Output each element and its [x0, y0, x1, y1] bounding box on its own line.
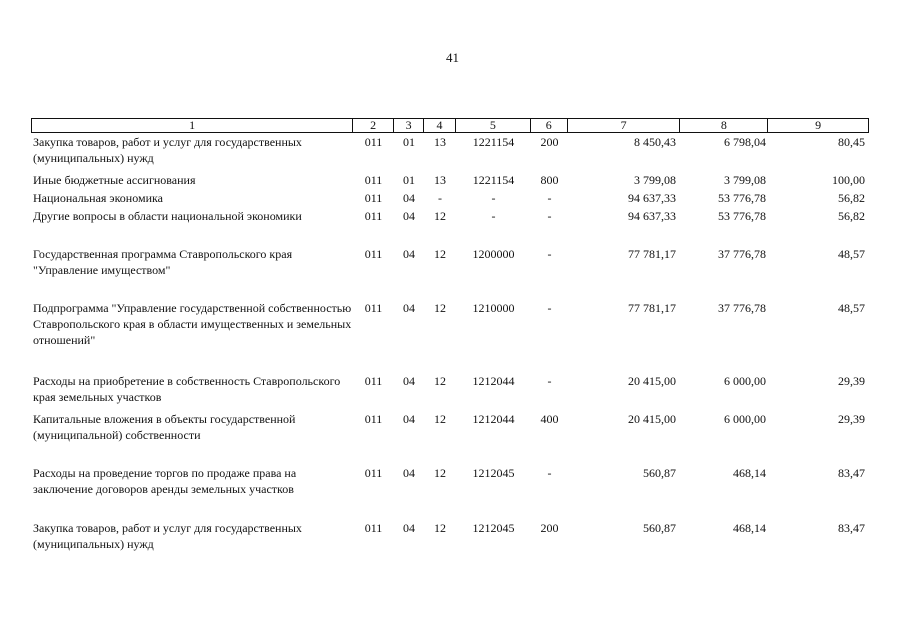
cell-col-2: 011: [364, 135, 383, 149]
cell-col-2: 011: [364, 301, 383, 315]
cell-col-9: 83,47: [838, 521, 865, 535]
table-row: [31, 520, 869, 552]
cell-col-3: 04: [403, 191, 415, 205]
cell-col-5: 1221154: [472, 173, 515, 187]
cell-col-5: 1200000: [472, 247, 515, 261]
cell-col-9: 83,47: [838, 466, 865, 480]
cell-col-9: 29,39: [838, 412, 865, 426]
cell-col-7: 20 415,00: [628, 374, 676, 388]
cell-col-6: 200: [540, 135, 559, 149]
cell-col-3: 01: [403, 173, 415, 187]
cell-col-7: 3 799,08: [634, 173, 676, 187]
table-row: [31, 134, 869, 166]
row-name: Подпрограмма "Управление государственной собственностью Ставропольского края в области имущественных и земельных отношений": [33, 301, 352, 347]
cell-col-3: 01: [403, 135, 415, 149]
cell-col-7: 77 781,17: [628, 247, 676, 261]
cell-col-7: 77 781,17: [628, 301, 676, 315]
cell-col-5: -: [491, 191, 496, 205]
cell-col-9: 48,57: [838, 301, 865, 315]
cell-col-3: 04: [403, 466, 415, 480]
page-number: 41: [446, 50, 459, 65]
cell-col-5: 1221154: [472, 135, 515, 149]
row-name: Закупка товаров, работ и услуг для государственных (муниципальных) нужд: [33, 135, 302, 165]
cell-col-2: 011: [364, 412, 383, 426]
row-name: Расходы на приобретение в собственность Ставропольского края земельных участков: [33, 374, 341, 404]
table-row: [31, 373, 869, 405]
cell-col-4: 13: [434, 173, 446, 187]
cell-col-4: 12: [434, 521, 446, 535]
row-name: Закупка товаров, работ и услуг для государственных (муниципальных) нужд: [33, 521, 302, 551]
cell-col-4: 12: [434, 374, 446, 388]
cell-col-8: 468,14: [733, 466, 766, 480]
cell-col-6: 800: [540, 173, 559, 187]
cell-col-5: -: [491, 209, 496, 223]
cell-col-4: 12: [434, 247, 446, 261]
cell-col-4: 12: [434, 301, 446, 315]
cell-col-3: 04: [403, 521, 415, 535]
table-row: [31, 411, 869, 443]
cell-col-3: 04: [403, 247, 415, 261]
cell-col-2: 011: [364, 247, 383, 261]
header-col-1: 1: [32, 119, 353, 132]
row-name: Национальная экономика: [33, 191, 163, 205]
cell-col-7: 94 637,33: [628, 209, 676, 223]
header-col-2: 2: [353, 119, 394, 132]
row-name: Иные бюджетные ассигнования: [33, 173, 196, 187]
header-col-9: 9: [815, 118, 822, 132]
cell-col-2: 011: [364, 374, 383, 388]
cell-col-5: 1210000: [472, 301, 515, 315]
cell-col-6: -: [547, 466, 552, 480]
header-col-5: 5: [456, 119, 531, 132]
cell-col-4: 13: [434, 135, 446, 149]
cell-col-7: 560,87: [643, 521, 676, 535]
cell-col-6: -: [547, 209, 552, 223]
cell-col-7: 8 450,43: [634, 135, 676, 149]
cell-col-7: 560,87: [643, 466, 676, 480]
header-col-4: 4: [424, 119, 456, 132]
cell-col-4: 12: [434, 209, 446, 223]
cell-col-8: 6 798,04: [724, 135, 766, 149]
cell-col-3: 04: [403, 374, 415, 388]
cell-col-5: 1212045: [472, 466, 515, 480]
cell-col-8: 6 000,00: [724, 412, 766, 426]
cell-col-6: 400: [540, 412, 559, 426]
cell-col-3: 04: [403, 412, 415, 426]
cell-col-6: -: [547, 247, 552, 261]
cell-col-6: -: [547, 301, 552, 315]
row-name: Государственная программа Ставропольского края "Управление имуществом": [33, 247, 293, 277]
header-col-3: 3: [394, 119, 424, 132]
table-row: [31, 172, 869, 188]
cell-col-5: 1212045: [472, 521, 515, 535]
row-name: Капитальные вложения в объекты государственной (муниципальной) собственности: [33, 412, 296, 442]
cell-col-8: 6 000,00: [724, 374, 766, 388]
row-name: Другие вопросы в области национальной экономики: [33, 209, 302, 223]
cell-col-6: 200: [540, 521, 559, 535]
cell-col-8: 53 776,78: [718, 209, 766, 223]
cell-col-9: 48,57: [838, 247, 865, 261]
header-col-8: 8: [680, 119, 768, 132]
cell-col-8: 53 776,78: [718, 191, 766, 205]
table-row: [31, 465, 869, 497]
table-header: [31, 118, 869, 133]
cell-col-4: 12: [434, 466, 446, 480]
table-row: [31, 190, 869, 206]
cell-col-8: 37 776,78: [718, 247, 766, 261]
table-row: [31, 208, 869, 224]
cell-col-9: 29,39: [838, 374, 865, 388]
cell-col-4: 12: [434, 412, 446, 426]
cell-col-4: -: [438, 191, 442, 205]
header-col-7: 7: [568, 119, 681, 132]
cell-col-6: -: [547, 374, 552, 388]
cell-col-7: 94 637,33: [628, 191, 676, 205]
header-col-6: 6: [531, 119, 568, 132]
cell-col-3: 04: [403, 209, 415, 223]
cell-col-9: 100,00: [832, 173, 865, 187]
cell-col-9: 56,82: [838, 191, 865, 205]
row-name: Расходы на проведение торгов по продаже права на заключение договоров аренды земельных участков: [33, 466, 297, 496]
table-row: [31, 300, 869, 348]
cell-col-5: 1212044: [472, 412, 515, 426]
cell-col-7: 20 415,00: [628, 412, 676, 426]
cell-col-6: -: [547, 191, 552, 205]
cell-col-9: 80,45: [838, 135, 865, 149]
table-row: [31, 246, 869, 278]
cell-col-2: 011: [364, 191, 383, 205]
cell-col-3: 04: [403, 301, 415, 315]
cell-col-5: 1212044: [472, 374, 515, 388]
cell-col-2: 011: [364, 521, 383, 535]
cell-col-2: 011: [364, 466, 383, 480]
cell-col-2: 011: [364, 173, 383, 187]
cell-col-2: 011: [364, 209, 383, 223]
cell-col-9: 56,82: [838, 209, 865, 223]
cell-col-8: 468,14: [733, 521, 766, 535]
cell-col-8: 37 776,78: [718, 301, 766, 315]
cell-col-8: 3 799,08: [724, 173, 766, 187]
